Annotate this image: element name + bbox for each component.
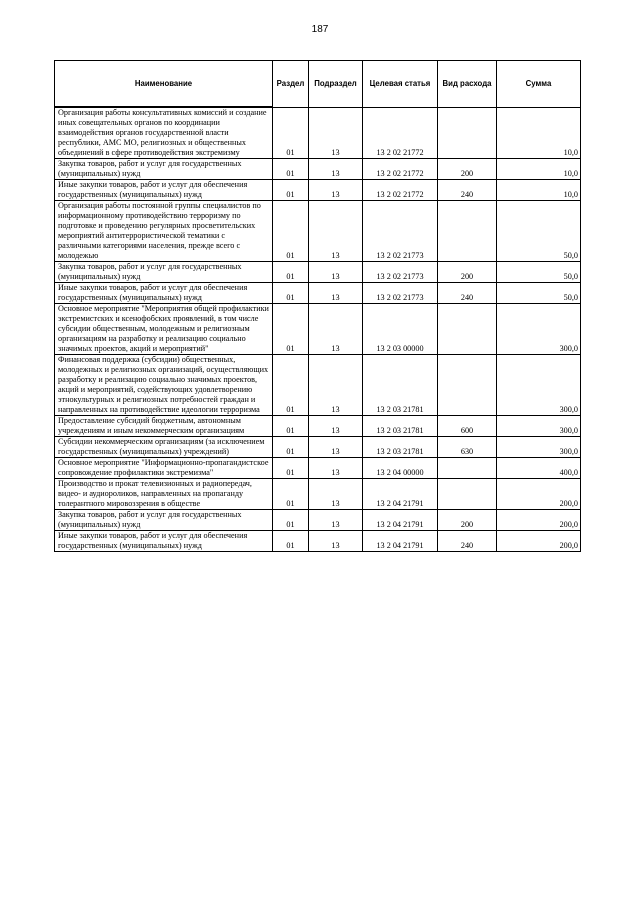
cell-statya: 13 2 02 21773 — [363, 283, 438, 304]
cell-razdel: 01 — [273, 531, 309, 552]
budget-table — [54, 60, 581, 552]
cell-razdel: 01 — [273, 510, 309, 531]
header-razdel: Раздел — [273, 61, 309, 108]
table-row — [55, 201, 581, 262]
cell-razdel: 01 — [273, 416, 309, 437]
table-row — [55, 283, 581, 304]
cell-vid — [438, 458, 497, 479]
cell-statya: 13 2 02 21773 — [363, 262, 438, 283]
cell-vid: 240 — [438, 180, 497, 201]
cell-razdel: 01 — [273, 201, 309, 262]
cell-summa: 300,0 — [497, 355, 581, 416]
cell-podrazdel: 13 — [309, 355, 363, 416]
cell-razdel: 01 — [273, 437, 309, 458]
cell-name: Основное мероприятие "Информационно-пропагандистское сопровождение профилактики экстремизма" — [55, 458, 273, 479]
cell-vid: 240 — [438, 283, 497, 304]
cell-podrazdel: 13 — [309, 510, 363, 531]
cell-podrazdel: 13 — [309, 531, 363, 552]
table-row — [55, 304, 581, 355]
cell-podrazdel: 13 — [309, 107, 363, 159]
table-row — [55, 262, 581, 283]
cell-name: Производство и прокат телевизионных и радиопередач, видео- и аудиороликов, направленных на пропаганду толерантного мировоззрения в обществе — [55, 479, 273, 510]
cell-summa: 400,0 — [497, 458, 581, 479]
cell-statya: 13 2 04 21791 — [363, 531, 438, 552]
cell-podrazdel: 13 — [309, 416, 363, 437]
cell-name: Основное мероприятие "Мероприятия общей профилактики экстремистских и ксенофобских проявлений, в том числе субсидии общественным, молодежным и религиозным организациям на разработку и реализацию социально значимых проектов, акций и мероприятий" — [55, 304, 273, 355]
cell-vid — [438, 355, 497, 416]
table-row — [55, 510, 581, 531]
cell-summa: 300,0 — [497, 304, 581, 355]
cell-podrazdel: 13 — [309, 159, 363, 180]
cell-razdel: 01 — [273, 479, 309, 510]
cell-name: Организация работы постоянной группы специалистов по информационному противодействию терроризму по подготовке и проведению регулярных просветительских мероприятий антитеррористической тематики с различными категориями населения, прежде всего с молодежью — [55, 201, 273, 262]
cell-podrazdel: 13 — [309, 304, 363, 355]
cell-name: Закупка товаров, работ и услуг для государственных (муниципальных) нужд — [55, 262, 273, 283]
cell-razdel: 01 — [273, 107, 309, 159]
cell-razdel: 01 — [273, 458, 309, 479]
header-statya: Целевая статья — [363, 61, 438, 108]
header-podrazdel: Подраздел — [309, 61, 363, 108]
cell-name: Финансовая поддержка (субсидии) общественных, молодежных и религиозных организаций, осуществляющих разработку и реализацию социально значимых проектов, акций и мероприятий, содействующих удовлетворению этнокультурных и религиозных потребностей граждан и направленных на противодействие идеологии терроризма — [55, 355, 273, 416]
cell-name: Закупка товаров, работ и услуг для государственных (муниципальных) нужд — [55, 159, 273, 180]
cell-statya: 13 2 02 21773 — [363, 201, 438, 262]
cell-podrazdel: 13 — [309, 180, 363, 201]
cell-razdel: 01 — [273, 262, 309, 283]
cell-summa: 10,0 — [497, 180, 581, 201]
cell-vid: 600 — [438, 416, 497, 437]
table-header-row — [55, 61, 581, 108]
page-number: 187 — [311, 24, 329, 35]
cell-name: Иные закупки товаров, работ и услуг для обеспечения государственных (муниципальных) нужд — [55, 283, 273, 304]
table-row — [55, 531, 581, 552]
cell-summa: 50,0 — [497, 262, 581, 283]
table-row — [55, 180, 581, 201]
table-row — [55, 355, 581, 416]
header-vid: Вид расхода — [438, 61, 497, 108]
cell-vid: 200 — [438, 510, 497, 531]
cell-statya: 13 2 03 21781 — [363, 437, 438, 458]
cell-vid: 240 — [438, 531, 497, 552]
cell-razdel: 01 — [273, 159, 309, 180]
cell-razdel: 01 — [273, 283, 309, 304]
cell-statya: 13 2 03 21781 — [363, 416, 438, 437]
cell-podrazdel: 13 — [309, 437, 363, 458]
cell-vid: 630 — [438, 437, 497, 458]
cell-statya: 13 2 04 00000 — [363, 458, 438, 479]
cell-statya: 13 2 02 21772 — [363, 159, 438, 180]
cell-summa: 200,0 — [497, 479, 581, 510]
cell-summa: 10,0 — [497, 159, 581, 180]
cell-vid — [438, 201, 497, 262]
cell-name: Иные закупки товаров, работ и услуг для обеспечения государственных (муниципальных) нужд — [55, 180, 273, 201]
cell-summa: 50,0 — [497, 283, 581, 304]
cell-razdel: 01 — [273, 180, 309, 201]
cell-podrazdel: 13 — [309, 262, 363, 283]
cell-summa: 10,0 — [497, 107, 581, 159]
cell-name: Субсидии некоммерческим организациям (за исключением государственных (муниципальных) учреждений) — [55, 437, 273, 458]
cell-summa: 50,0 — [497, 201, 581, 262]
cell-podrazdel: 13 — [309, 201, 363, 262]
cell-summa: 300,0 — [497, 416, 581, 437]
table-row — [55, 458, 581, 479]
cell-vid: 200 — [438, 262, 497, 283]
cell-statya: 13 2 03 21781 — [363, 355, 438, 416]
header-summa: Сумма — [497, 61, 581, 108]
table-row — [55, 416, 581, 437]
cell-razdel: 01 — [273, 304, 309, 355]
cell-summa: 200,0 — [497, 510, 581, 531]
cell-vid — [438, 479, 497, 510]
cell-summa: 300,0 — [497, 437, 581, 458]
cell-podrazdel: 13 — [309, 283, 363, 304]
cell-podrazdel: 13 — [309, 479, 363, 510]
table-body — [55, 107, 581, 552]
cell-vid — [438, 107, 497, 159]
table-row — [55, 479, 581, 510]
cell-statya: 13 2 02 21772 — [363, 107, 438, 159]
table-row — [55, 159, 581, 180]
cell-name: Закупка товаров, работ и услуг для государственных (муниципальных) нужд — [55, 510, 273, 531]
cell-statya: 13 2 02 21772 — [363, 180, 438, 201]
cell-vid: 200 — [438, 159, 497, 180]
cell-podrazdel: 13 — [309, 458, 363, 479]
table-row — [55, 437, 581, 458]
cell-name: Организация работы консультативных комиссий и создание иных совещательных органов по координации взаимодействия органов государственной власти республики, АМС МО, религиозных и общественных объединений в сфере противодействия экстремизму — [55, 107, 273, 159]
cell-statya: 13 2 03 00000 — [363, 304, 438, 355]
header-name: Наименование — [55, 61, 273, 108]
cell-statya: 13 2 04 21791 — [363, 479, 438, 510]
cell-razdel: 01 — [273, 355, 309, 416]
cell-name: Предоставление субсидий бюджетным, автономным учреждениям и иным некоммерческим организациям — [55, 416, 273, 437]
cell-summa: 200,0 — [497, 531, 581, 552]
cell-statya: 13 2 04 21791 — [363, 510, 438, 531]
cell-name: Иные закупки товаров, работ и услуг для обеспечения государственных (муниципальных) нужд — [55, 531, 273, 552]
table-row — [55, 107, 581, 159]
cell-vid — [438, 304, 497, 355]
